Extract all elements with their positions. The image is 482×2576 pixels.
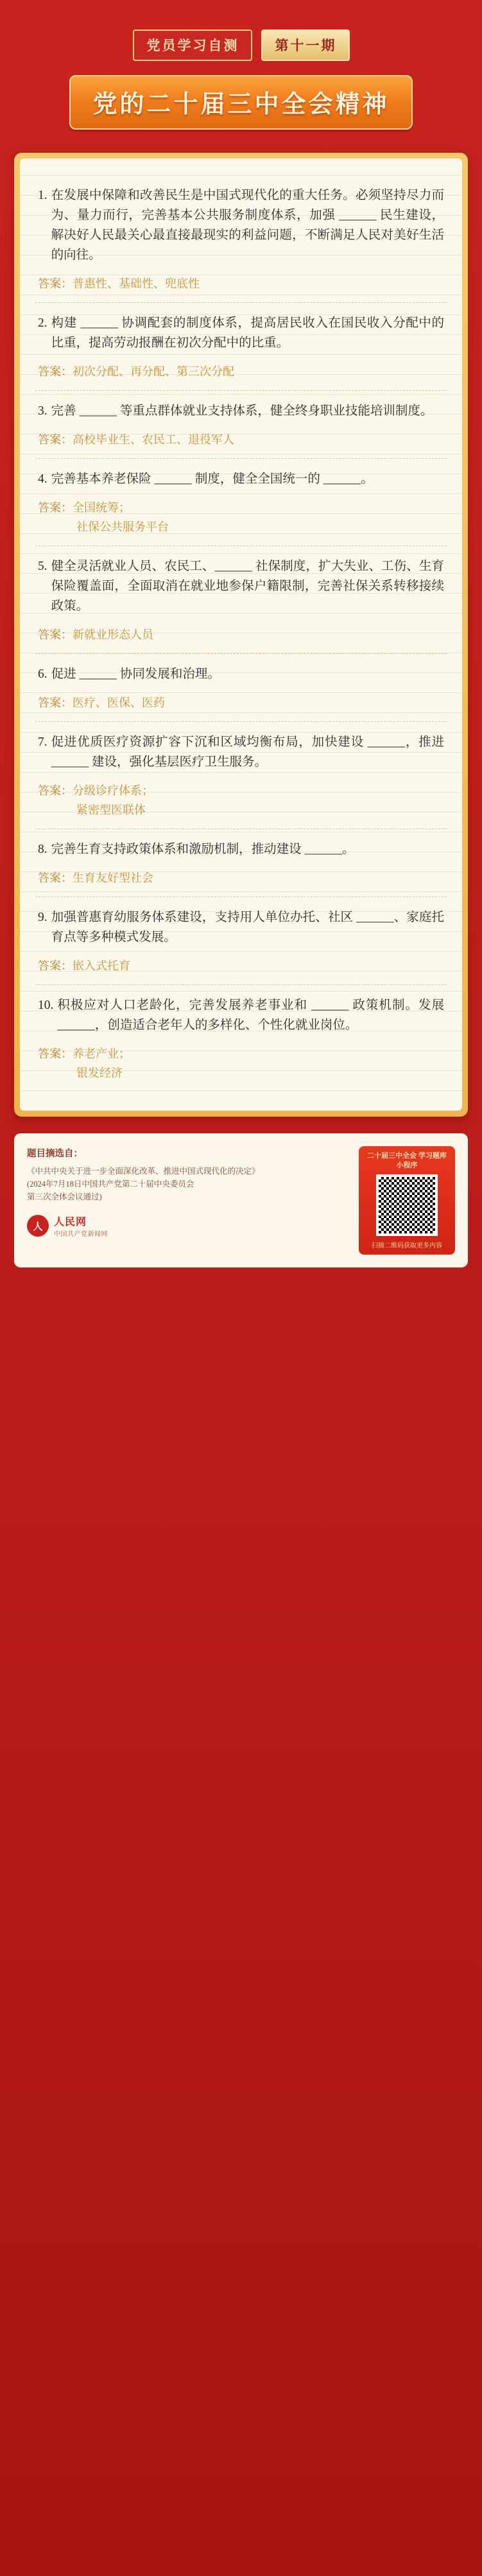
question-body: 在发展中保障和改善民生是中国式现代化的重大任务。必须坚持尽力而为、量力而行，完善基本公共服务制度体系，加强 ______ 民生建设，解决好人民最关心最直接最现实的利益问题，不断满足人民对美好生活的向往。	[51, 189, 444, 262]
question-number: 10.	[38, 999, 54, 1012]
source-block	[27, 1146, 260, 1238]
publisher-subname: 中国共产党新闻网	[54, 1231, 108, 1238]
answer-value-second-line: 紧密型医联体	[76, 803, 146, 816]
poster-footer	[14, 1133, 468, 1267]
question-text-row	[38, 556, 444, 616]
question-card-frame	[14, 153, 468, 1117]
title-plate	[69, 75, 412, 130]
answer-value-second-line: 银发经济	[76, 1067, 123, 1079]
answer-label: 答案：	[38, 501, 73, 514]
answer-value: 普惠性、基础性、兜底性	[73, 277, 200, 290]
answer-row	[38, 362, 444, 381]
question-number: 7.	[38, 735, 47, 749]
question-item	[35, 303, 447, 391]
question-item	[35, 897, 447, 985]
source-title: 题目摘选自：	[27, 1149, 83, 1159]
badge-series-label: 党员学习自测	[133, 30, 252, 61]
answer-row	[38, 781, 444, 820]
answer-label: 答案：	[38, 433, 73, 446]
question-body: 促进优质医疗资源扩容下沉和区域均衡布局，加快建设 ______，推进 ______ 建设，强化基层医疗卫生服务。	[51, 735, 444, 769]
answer-row	[38, 625, 444, 644]
answer-label: 答案：	[38, 784, 73, 797]
answer-row	[38, 1044, 444, 1083]
answer-row	[38, 430, 444, 449]
question-item	[35, 722, 447, 829]
publisher-name-block	[54, 1214, 108, 1238]
question-number: 1.	[38, 189, 47, 202]
question-item	[35, 546, 447, 654]
answer-label: 答案：	[38, 696, 73, 709]
answer-value: 新就业形态人员	[73, 628, 153, 641]
qr-card[interactable]	[359, 1146, 455, 1255]
answer-value: 生育友好型社会	[73, 872, 153, 884]
answer-value-second-line: 社保公共服务平台	[76, 520, 169, 533]
qr-title: 二十届三中全会 学习题库小程序	[366, 1152, 447, 1169]
question-text-row	[38, 469, 444, 489]
question-body: 积极应对人口老龄化，完善发展养老事业和 ______ 政策机制。发展 ______，创造适合老年人的多样化、个性化就业岗位。	[57, 999, 444, 1032]
answer-value: 养老产业；	[73, 1047, 130, 1060]
question-text-row	[38, 401, 444, 421]
question-body: 加强普惠育幼服务体系建设，支持用人单位办托、社区 ______、家庭托育点等多种模式发展。	[51, 911, 444, 944]
question-item	[35, 391, 447, 459]
page-title: 党的二十届三中全会精神	[92, 91, 390, 118]
question-number: 3.	[38, 404, 47, 418]
question-text-row	[38, 839, 444, 859]
answer-row	[38, 956, 444, 975]
question-text-row	[38, 313, 444, 353]
question-item	[35, 175, 447, 303]
qr-caption: 扫描二维码获取更多内容	[372, 1242, 442, 1249]
question-card	[20, 159, 462, 1111]
question-body: 健全灵活就业人员、农民工、______ 社保制度，扩大失业、工伤、生育保险覆盖面，全面取消在就业地参保户籍限制，完善社保关系转移接续政策。	[51, 560, 444, 613]
answer-row	[38, 274, 444, 293]
question-body: 完善生育支持政策体系和激励机制，推动建设 ______。	[51, 843, 355, 856]
poster-header	[0, 0, 482, 146]
question-number: 2.	[38, 316, 47, 330]
question-number: 8.	[38, 843, 47, 856]
question-text-row	[38, 907, 444, 947]
answer-label: 答案：	[38, 872, 73, 884]
question-number: 5.	[38, 560, 47, 573]
question-body: 完善 ______ 等重点群体就业支持体系，健全终身职业技能培训制度。	[51, 404, 433, 418]
question-item	[35, 459, 447, 546]
source-line: 《中共中央关于进一步全面深化改革、推进中国式现代化的决定》	[27, 1167, 260, 1176]
question-text-row	[38, 995, 444, 1035]
badge-issue-label: 第十一期	[261, 30, 350, 61]
source-line: 第三次全体会议通过)	[27, 1192, 102, 1201]
question-item	[35, 829, 447, 897]
answer-label: 答案：	[38, 365, 73, 378]
answer-value: 高校毕业生、农民工、退役军人	[73, 433, 234, 446]
question-number: 9.	[38, 911, 47, 924]
question-item	[35, 654, 447, 722]
question-body: 完善基本养老保险 ______ 制度，健全全国统一的 ______。	[51, 472, 374, 486]
answer-value: 医疗、医保、医药	[73, 696, 165, 709]
answer-row	[38, 868, 444, 888]
answer-value: 初次分配、再分配、第三次分配	[73, 365, 234, 378]
publisher-logo	[27, 1214, 260, 1238]
question-text-row	[38, 732, 444, 772]
publisher-name: 人民网	[54, 1217, 87, 1228]
answer-row	[38, 498, 444, 537]
answer-label: 答案：	[38, 628, 73, 641]
people-logo-icon: 人	[27, 1215, 49, 1237]
question-number: 6.	[38, 667, 47, 681]
answer-label: 答案：	[38, 277, 73, 290]
answer-value: 嵌入式托育	[73, 959, 130, 972]
source-line: (2024年7月18日中国共产党第二十届中央委员会	[27, 1180, 194, 1189]
answer-value: 分级诊疗体系；	[73, 784, 153, 797]
answer-value: 全国统筹；	[73, 501, 130, 514]
answer-label: 答案：	[38, 1047, 73, 1060]
question-item	[35, 985, 447, 1092]
question-body: 构建 ______ 协调配套的制度体系，提高居民收入在国民收入分配中的比重，提高劳动报酬在初次分配中的比重。	[51, 316, 444, 350]
answer-row	[38, 693, 444, 712]
answer-label: 答案：	[38, 959, 73, 972]
question-number: 4.	[38, 472, 47, 486]
badge-row	[0, 30, 482, 61]
question-body: 促进 ______ 协同发展和治理。	[51, 667, 220, 681]
question-text-row	[38, 185, 444, 265]
qr-code-icon[interactable]	[376, 1174, 438, 1236]
question-text-row	[38, 664, 444, 684]
